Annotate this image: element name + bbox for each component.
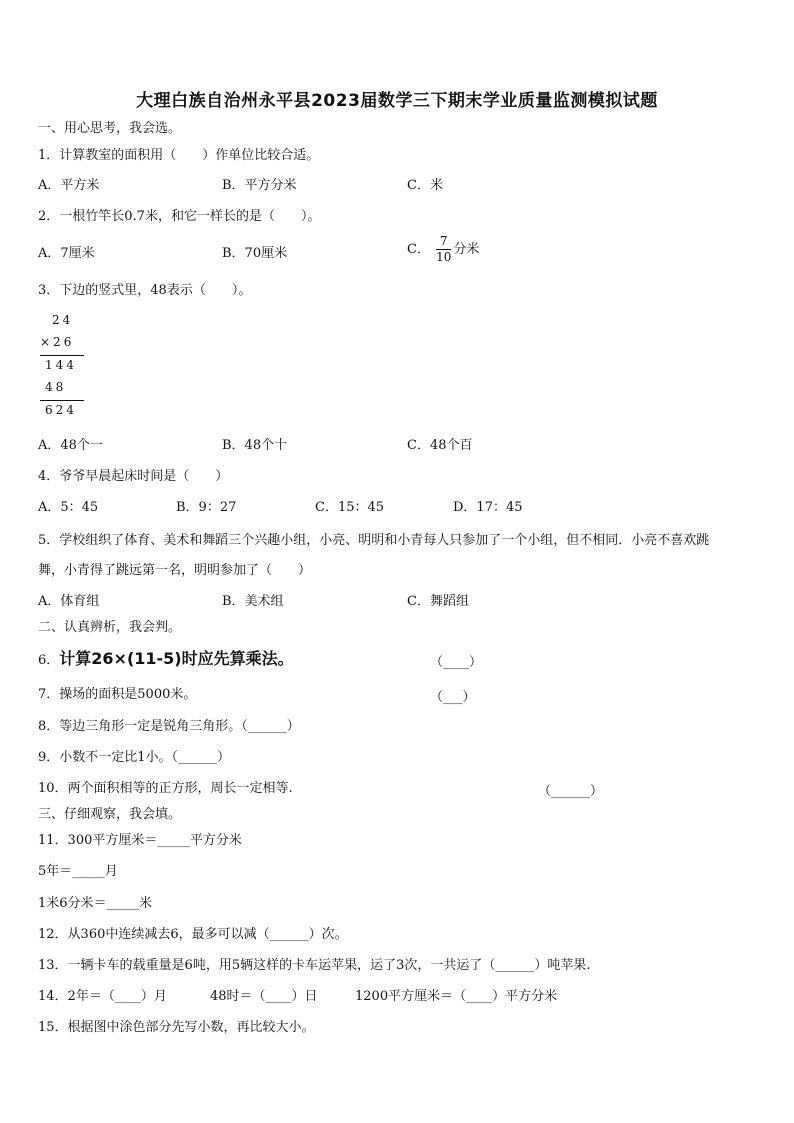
question-11-line-2: 5年＝_____月 (38, 864, 118, 879)
vm-row-2: ×26 (40, 335, 75, 349)
fraction-denominator: 10 (436, 250, 452, 264)
q3-option-b: B．48个十 (222, 438, 288, 453)
question-12: 12．从360中连续减去6，最多可以减（______）次。 (38, 927, 348, 942)
question-8: 8．等边三角形一定是锐角三角形。（______） (38, 719, 300, 734)
vm-divider-2 (40, 400, 84, 401)
question-11-line-1: 11．300平方厘米＝_____平方分米 (38, 833, 242, 848)
fraction (436, 234, 451, 265)
q1-option-a: A．平方米 (38, 178, 100, 193)
q2-option-c-label: C． (407, 242, 430, 257)
page-title: 大理白族自治州永平县2023届数学三下期末学业质量监测模拟试题 (136, 91, 658, 111)
vm-row-3: 144 (45, 358, 77, 372)
section-1-heading: 一、用心思考，我会选。 (38, 121, 182, 136)
question-14-part-3: 1200平方厘米＝（____）平方分米 (355, 989, 558, 1004)
q1-option-c: C．米 (407, 178, 443, 193)
question-5-line-2: 舞，小青得了跳远第一名，明明参加了（ ） (38, 563, 312, 578)
q4-option-b: B．9：27 (176, 500, 237, 515)
vm-row-1: 24 (52, 313, 74, 327)
question-9: 9．小数不一定比1小。（______） (38, 750, 231, 765)
question-1: 1．计算教室的面积用（ ）作单位比较合适。 (38, 148, 320, 163)
question-10: 10．两个面积相等的正方形，周长一定相等. (38, 781, 293, 796)
question-6 (38, 648, 294, 672)
question-5-line-1: 5．学校组织了体育、美术和舞蹈三个兴趣小组，小亮、明明和小青每人只参加了一个小组，但不相同．小亮不喜欢跳 (38, 533, 710, 548)
question-13: 13．一辆卡车的载重量是6吨，用5辆这样的卡车运苹果，运了3次，一共运了（______）吨苹果. (38, 958, 591, 973)
question-6-number: 6． (38, 653, 60, 668)
q5-option-b: B．美术组 (222, 594, 284, 609)
vm-divider-1 (40, 355, 84, 356)
q7-answer-blank[interactable]: （___） (430, 690, 476, 705)
question-6-text: 计算26×(11-5)时应先算乘法。 (59, 649, 294, 668)
section-3-heading: 三、仔细观察，我会填。 (38, 807, 182, 822)
q4-option-d: D．17：45 (453, 500, 523, 515)
q10-answer-blank[interactable]: （______） (538, 784, 604, 799)
q3-option-a: A．48个一 (38, 438, 103, 453)
question-3: 3．下边的竖式里，48表示（ ）。 (38, 283, 252, 298)
section-2-heading: 二、认真辨析，我会判。 (38, 620, 182, 635)
question-15: 15．根据图中涂色部分先写小数，再比较大小。 (38, 1020, 315, 1035)
q2-option-a: A．7厘米 (38, 246, 95, 261)
question-11-line-3: 1米6分米＝_____米 (38, 896, 153, 911)
question-14-part-1: 14．2年＝（____）月 (38, 989, 167, 1004)
q4-option-a: A．5：45 (38, 500, 99, 515)
question-2: 2．一根竹竿长0.7米，和它一样长的是（ ）。 (38, 209, 321, 224)
q2-option-c-unit: 分米 (453, 242, 480, 257)
fraction-numerator: 7 (436, 234, 451, 250)
q6-answer-blank[interactable]: （____） (430, 655, 483, 670)
q3-option-c: C．48个百 (407, 438, 473, 453)
question-14-part-2: 48时＝（____）日 (210, 989, 318, 1004)
q5-option-a: A．体育组 (38, 594, 100, 609)
vm-row-4: 48 (45, 380, 67, 394)
question-7: 7．操场的面积是5000米。 (38, 687, 197, 702)
question-4: 4．爷爷早晨起床时间是（ ） (38, 469, 229, 484)
q1-option-b: B．平方分米 (222, 178, 297, 193)
vm-row-5: 624 (45, 403, 77, 417)
q2-option-b: B．70厘米 (222, 246, 288, 261)
q5-option-c: C．舞蹈组 (407, 594, 469, 609)
q4-option-c: C．15：45 (315, 500, 385, 515)
q2-option-c (407, 234, 479, 265)
